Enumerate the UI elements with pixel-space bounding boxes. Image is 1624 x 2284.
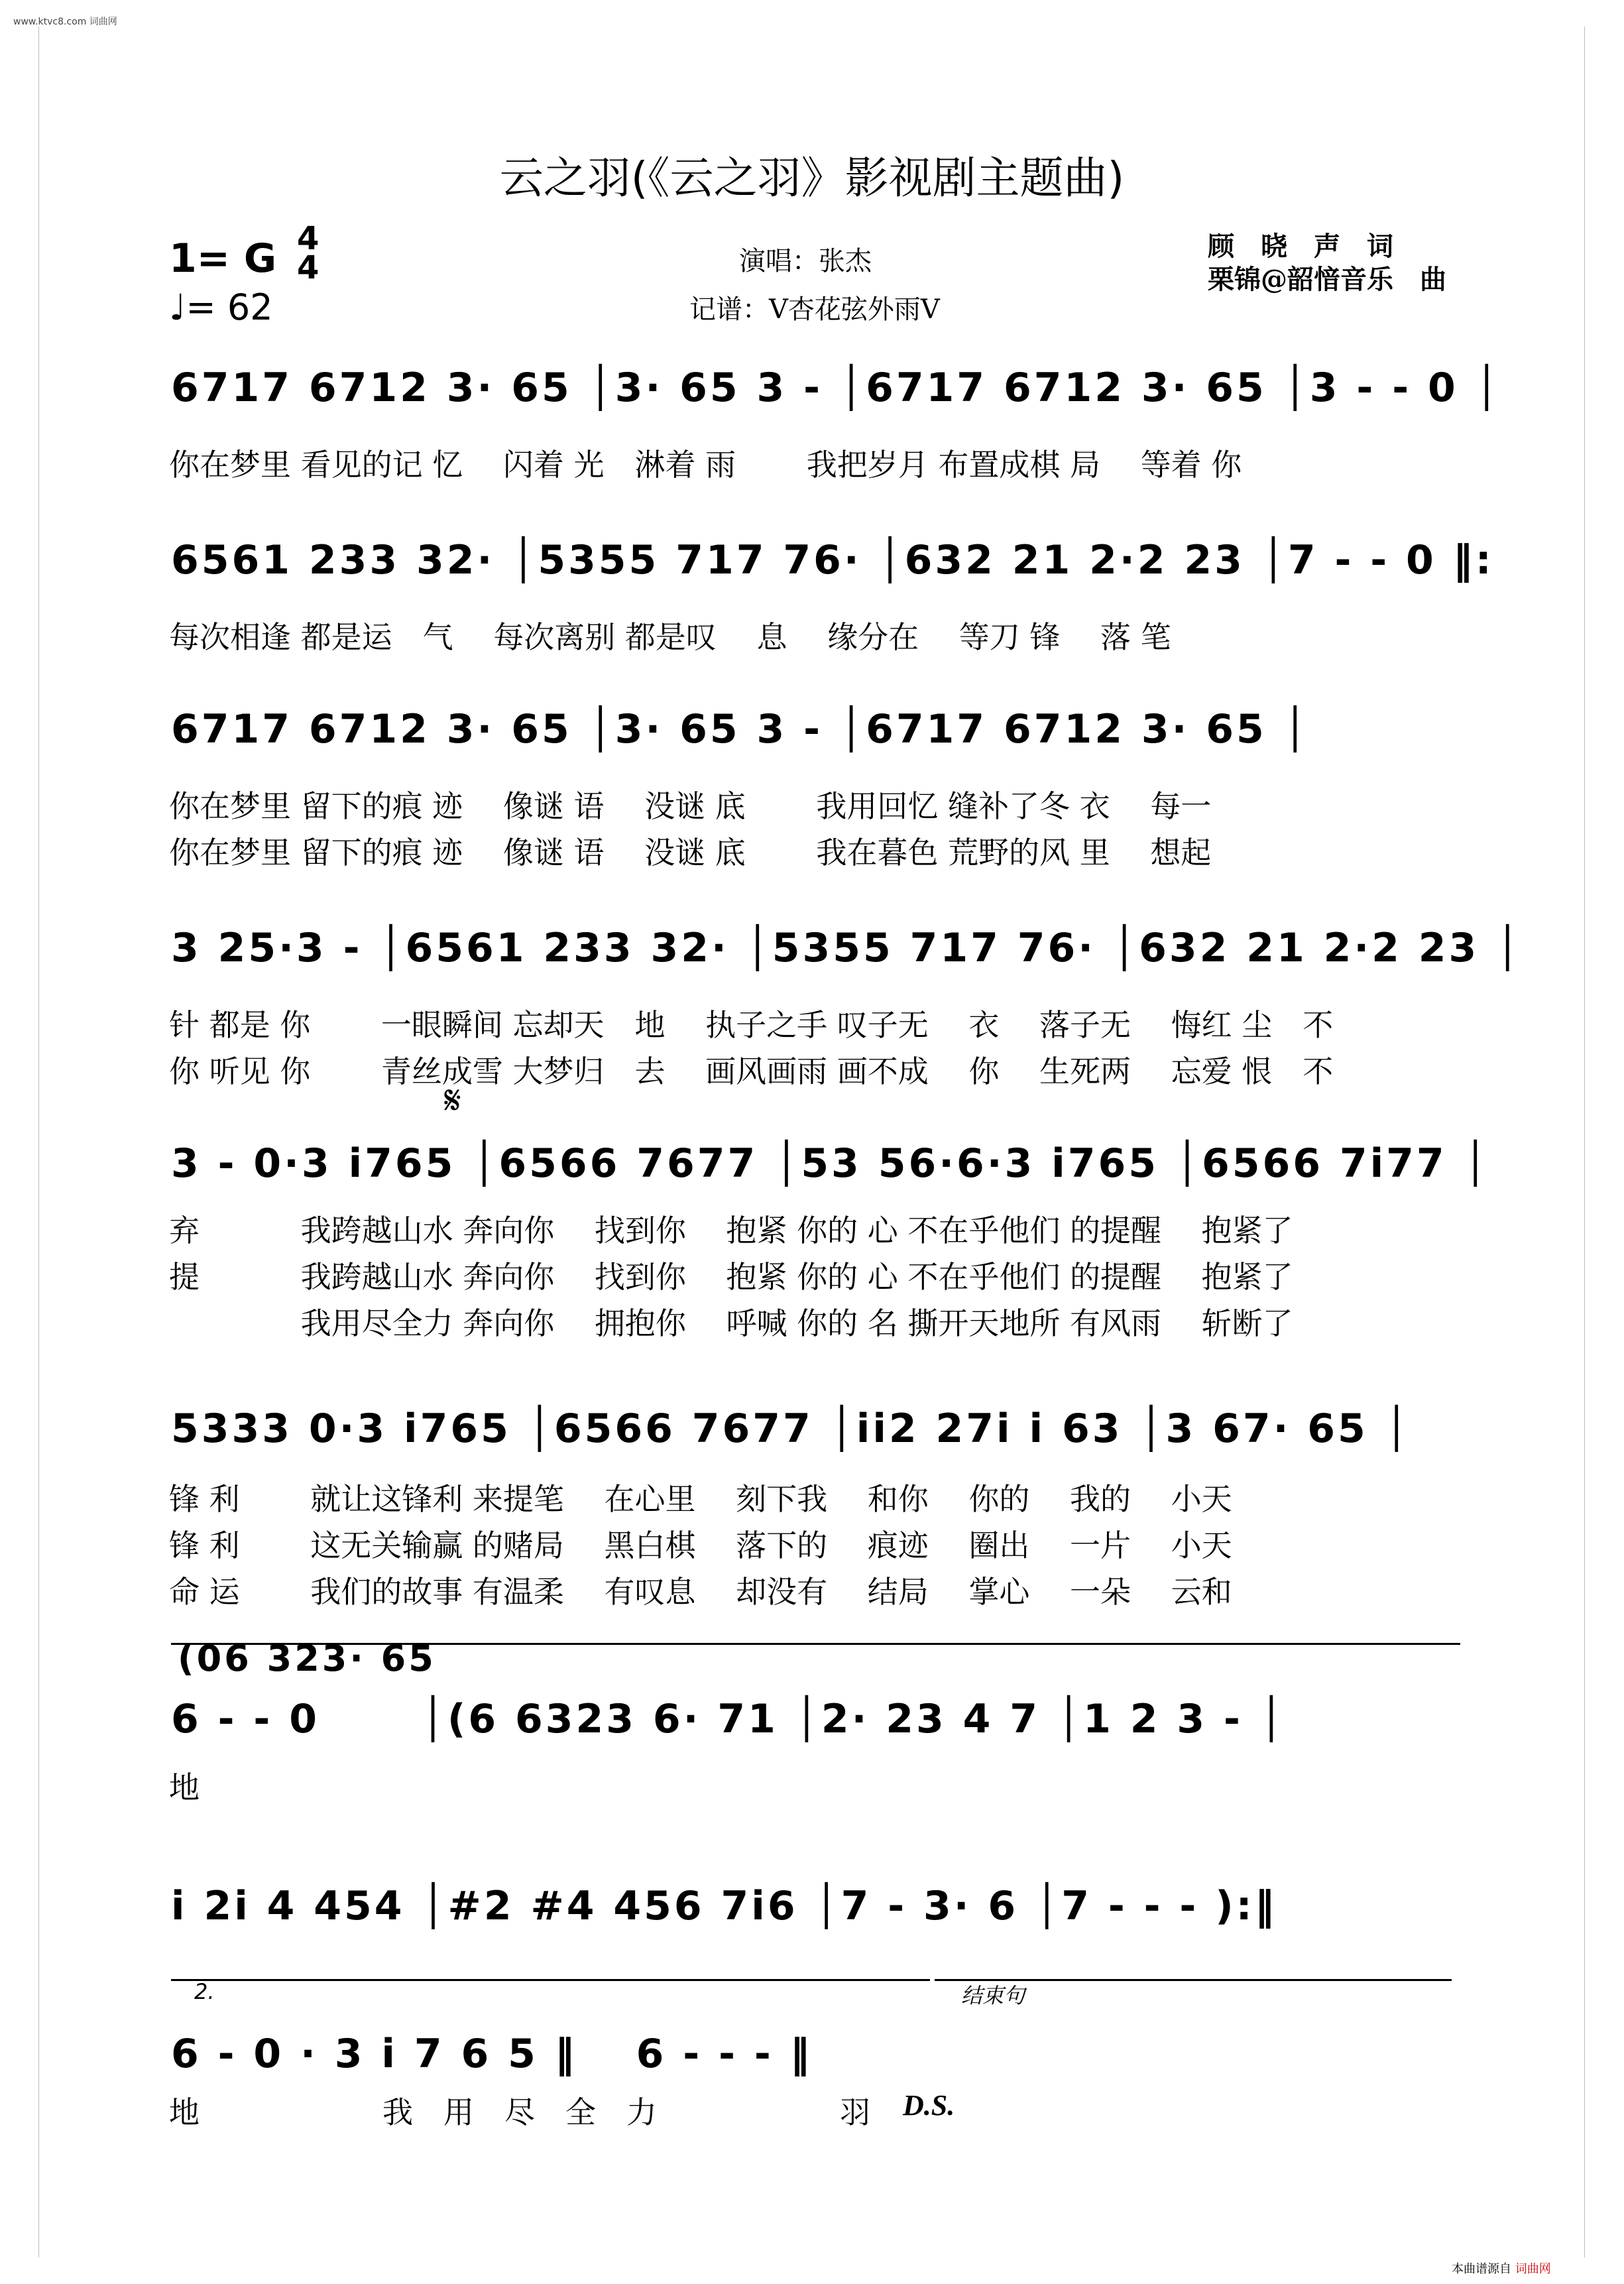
- lyrics-row-4a: 针 都是 你 一眼瞬间 忘却天 地 执子之手 叹子无 衣 落子无 悔红 尘 不: [169, 1007, 1334, 1043]
- quarter-note-icon: ♩: [169, 286, 186, 328]
- ending-label: 结束句: [961, 1983, 1025, 2008]
- singer: 演唱：张杰: [739, 246, 872, 276]
- footer-source: 本曲谱源自 词曲网: [1452, 2262, 1551, 2276]
- lyrics-row-7: 地: [169, 1770, 200, 1805]
- score-row-4: 3 25·3 - │6561 233 32· │5355 717 76· │632 21 2·2 23 │: [171, 925, 1523, 971]
- volta-number: 2.: [194, 1979, 215, 2004]
- score-row-1: 6717 6712 3· 65 │3· 65 3 - │6717 6712 3· 65 │3 - - 0 │: [171, 365, 1501, 411]
- score-row-6: 5333 0·3 i765 │6566 7677 │ii2 27i i 63 │3 67· 65 │: [171, 1406, 1411, 1452]
- lyrics-row-6b: 锋 利 这无关输赢 的赌局 黑白棋 落下的 痕迹 圈出 一片 小天: [169, 1528, 1232, 1563]
- score-row-2: 6561 233 32· │5355 717 76· │632 21 2·2 23 │7 - - 0 ‖:: [171, 537, 1494, 583]
- score-row-8: i 2i 4 454 │#2 #4 456 7i6 │7 - 3· 6 │7 - - - ):‖: [171, 1883, 1277, 1929]
- time-signature: 4 4: [297, 220, 319, 286]
- lyrics-row-4b: 你 听见 你 青丝成雪 大梦归 去 画风画雨 画不成 你 生死两 忘爱 恨 不: [169, 1053, 1334, 1089]
- transcriber: 记谱：V杏花弦外雨V: [689, 294, 940, 325]
- lyrics-row-2: 每次相逢 都是运 气 每次离别 都是叹 息 缘分在 等刀 锋 落 笔: [169, 619, 1171, 655]
- lyrics-row-5b: 提 我跨越山水 奔向你 找到你 抱紧 你的 心 不在乎他们 的提醒 抱紧了: [169, 1259, 1293, 1295]
- tempo-mark: ♩= 62: [169, 286, 273, 328]
- lyrics-row-6c: 命 运 我们的故事 有温柔 有叹息 却没有 结局 掌心 一朵 云和: [169, 1574, 1232, 1610]
- site-watermark: www.ktvc8.com 词曲网: [13, 17, 117, 27]
- volta-bracket: [171, 1979, 930, 1981]
- segno-icon: 𝄋: [444, 1077, 461, 1124]
- score-row-3: 6717 6712 3· 65 │3· 65 3 - │6717 6712 3· 65 │: [171, 706, 1310, 752]
- lyrics-row-9: 地 我 用 尽 全 力 羽: [169, 2094, 870, 2130]
- lyrics-row-5c: 我用尽全力 奔向你 拥抱你 呼喊 你的 名 撕开天地所 有风雨 斩断了: [169, 1305, 1293, 1341]
- composer: 栗锦@韶愔音乐 曲: [1208, 264, 1446, 295]
- ds-mark: D.S.: [903, 2089, 955, 2122]
- song-title: 云之羽(《云之羽》影视剧主题曲): [499, 152, 1125, 204]
- key-signature: 1= G: [169, 235, 277, 282]
- lyrics-row-1: 你在梦里 看见的记 忆 闪着 光 淋着 雨 我把岁月 布置成棋 局 等着 你: [169, 447, 1242, 483]
- score-row-9: 6 - 0 · 3 i 7 6 5 ‖ 6 - - - ‖: [171, 2031, 813, 2077]
- score-row-5: 3 - 0·3 i765 │6566 7677 │53 56·6·3 i765 │6566 7i77 │: [171, 1140, 1490, 1187]
- lyrics-row-3a: 你在梦里 留下的痕 迹 像谜 语 没谜 底 我用回忆 缝补了冬 衣 每一: [169, 788, 1212, 824]
- lyricist: 顾 晓 声 词: [1208, 231, 1393, 262]
- score-row-7-upper: (06 323· 65: [178, 1638, 436, 1679]
- right-margin-line: [1584, 27, 1585, 2257]
- lyrics-row-5a: 弃 我跨越山水 奔向你 找到你 抱紧 你的 心 不在乎他们 的提醒 抱紧了: [169, 1213, 1293, 1248]
- lyrics-row-6a: 锋 利 就让这锋利 来提笔 在心里 刻下我 和你 你的 我的 小天: [169, 1481, 1232, 1517]
- score-row-7: 6 - - 0 │(6 6323 6· 71 │2· 23 4 7 │1 2 3 - │: [171, 1696, 1286, 1742]
- left-margin-line: [38, 27, 39, 2257]
- lyrics-row-3b: 你在梦里 留下的痕 迹 像谜 语 没谜 底 我在暮色 荒野的风 里 想起: [169, 835, 1212, 871]
